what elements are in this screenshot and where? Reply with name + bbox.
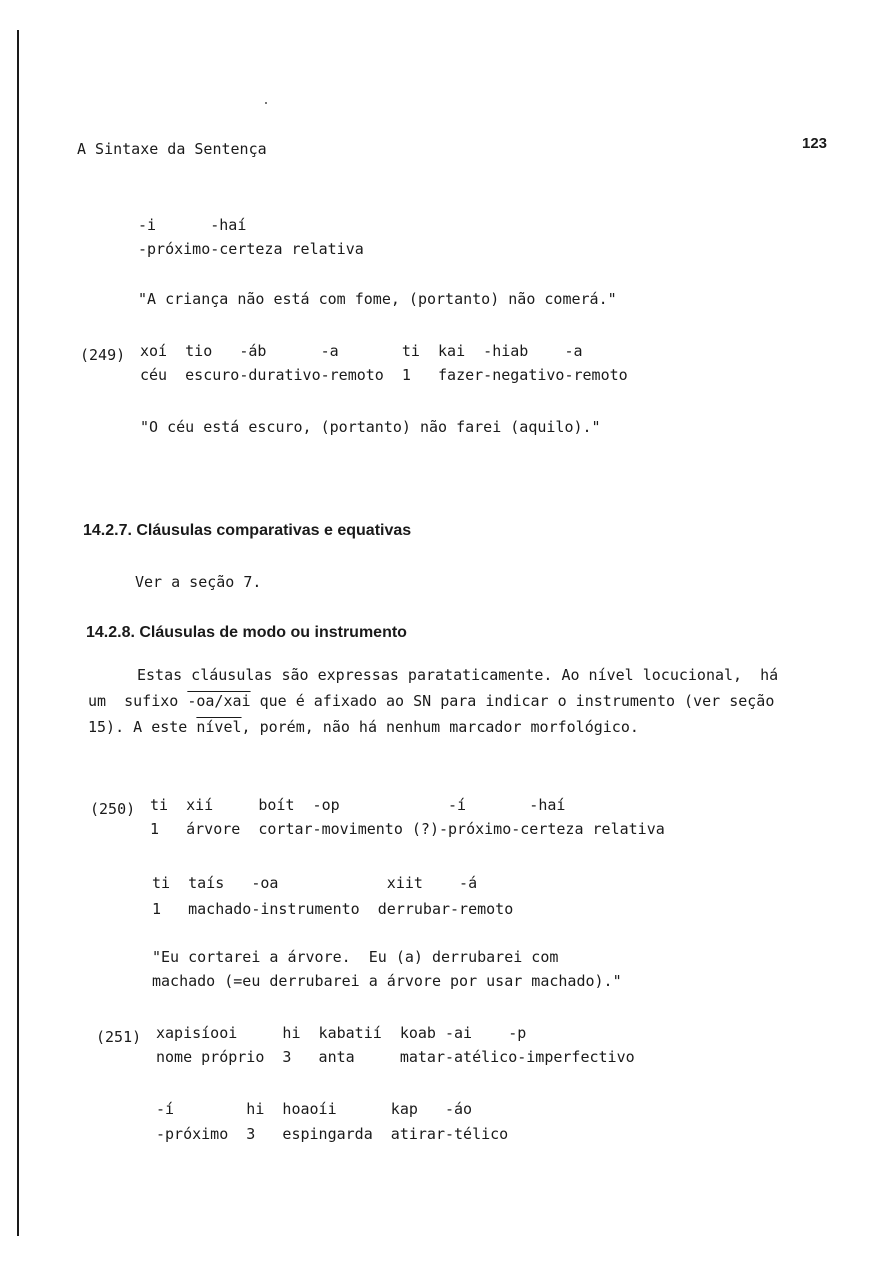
example-number: (249) — [80, 346, 126, 364]
paragraph-line: Estas cláusulas são expressas parataticamente. Ao nível locucional, há — [137, 666, 779, 684]
morpheme-line: -i -haí — [138, 216, 247, 234]
morpheme-line: ti taís -oa xiit -á — [152, 874, 478, 892]
morpheme-line: ti xií boít -op -í -haí — [150, 796, 566, 814]
margin-rule — [17, 30, 19, 1236]
paragraph: Ver a seção 7. — [135, 573, 262, 591]
page-number: 123 — [802, 135, 828, 152]
example-number: (251) — [96, 1028, 142, 1046]
section-heading: 14.2.7. Cláusulas comparativas e equativas — [83, 522, 412, 539]
gloss-line: céu escuro-durativo-remoto 1 fazer-negativo-remoto — [140, 366, 628, 384]
gloss-line: nome próprio 3 anta matar-atélico-imperfectivo — [156, 1048, 635, 1066]
gloss-line: 1 machado-instrumento derrubar-remoto — [152, 900, 514, 918]
section-heading: 14.2.8. Cláusulas de modo ou instrumento — [86, 624, 407, 641]
running-header: A Sintaxe da Sentença — [77, 140, 267, 158]
morpheme-line: -í hi hoaoíi kap -áo — [156, 1100, 473, 1118]
level-mark: nível — [196, 718, 242, 736]
suffix-mark: -oa/xai — [187, 692, 251, 710]
free-translation: machado (=eu derrubarei a árvore por usar machado)." — [152, 972, 622, 990]
gloss-line: -próximo-certeza relativa — [138, 240, 364, 258]
gloss-line: -próximo 3 espingarda atirar-télico — [156, 1125, 509, 1143]
free-translation: "O céu está escuro, (portanto) não farei (aquilo)." — [140, 418, 601, 436]
free-translation: "A criança não está com fome, (portanto) não comerá." — [138, 290, 617, 308]
speck-mark — [265, 102, 267, 104]
paragraph-line: um sufixo -oa/xai que é afixado ao SN para indicar o instrumento (ver seção — [88, 692, 775, 710]
morpheme-line: xoí tio -áb -a ti kai -hiab -a — [140, 342, 583, 360]
morpheme-line: xapisíooi hi kabatií koab -ai -p — [156, 1024, 527, 1042]
free-translation: "Eu cortarei a árvore. Eu (a) derrubarei com — [152, 948, 559, 966]
paragraph-line: 15). A este nível, porém, não há nenhum marcador morfológico. — [88, 718, 639, 736]
gloss-line: 1 árvore cortar-movimento (?)-próximo-certeza relativa — [150, 820, 665, 838]
example-number: (250) — [90, 800, 136, 818]
